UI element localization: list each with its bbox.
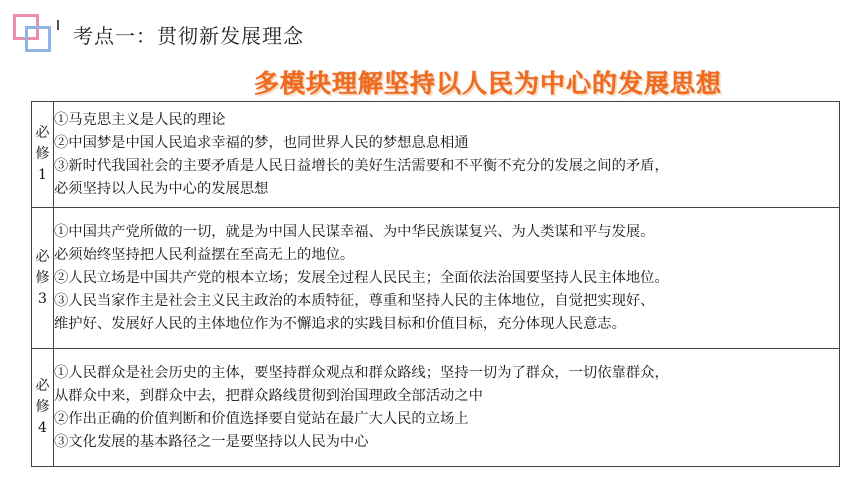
module-label: 必 修 1 (32, 102, 54, 208)
banner-title: 多模块理解坚持以人民为中心的发展思想 (253, 69, 722, 98)
table-row (32, 102, 840, 208)
module-content (54, 102, 840, 208)
content-line: ①人民群众是社会历史的主体，要坚持群众观点和群众路线；坚持一切为了群众，一切依靠群众， (54, 364, 669, 381)
module-label: 必 修 4 (32, 349, 54, 467)
content-line: ①马克思主义是人民的理论 (54, 111, 226, 128)
content-line: ②中国梦是中国人民追求幸福的梦，也同世界人民的梦想息息相通 (54, 134, 469, 151)
content-line: ①中国共产党所做的一切，就是为中国人民谋幸福、为中华民族谋复兴、为人类谋和平与发展。 (54, 223, 655, 240)
content-line: ③文化发展的基本路径之一是要坚持以人民为中心 (54, 433, 369, 450)
module-label: 必 修 3 (32, 208, 54, 349)
table-row (32, 349, 840, 467)
divider-tick (57, 20, 59, 30)
content-line: ③新时代我国社会的主要矛盾是人民日益增长的美好生活需要和不平衡不充分的发展之间的矛盾， (54, 157, 669, 174)
table-row (32, 208, 840, 349)
page-title: 考点一：贯彻新发展理念 (73, 24, 304, 48)
logo-squares-icon (13, 14, 57, 58)
content-line: ②人民立场是中国共产党的根本立场；发展全过程人民民主；全面依法治国要坚持人民主体地位。 (54, 269, 669, 286)
content-line: 从群众中来，到群众中去，把群众路线贯彻到治国理政全部活动之中 (54, 387, 483, 404)
content-line: ③人民当家作主是社会主义民主政治的本质特征，尊重和坚持人民的主体地位，自觉把实现好、 (54, 292, 655, 309)
blue-square-icon (25, 26, 51, 52)
content-line: 必须始终坚持把人民利益摆在至高无上的地位。 (54, 246, 355, 263)
content-line: 维护好、发展好人民的主体地位作为不懈追求的实践目标和价值目标，充分体现人民意志。 (54, 315, 626, 332)
content-line: 必须坚持以人民为中心的发展思想 (54, 180, 269, 197)
content-line: ②作出正确的价值判断和价值选择要自觉站在最广大人民的立场上 (54, 410, 469, 427)
module-content (54, 208, 840, 349)
module-content (54, 349, 840, 467)
content-table (31, 101, 840, 467)
